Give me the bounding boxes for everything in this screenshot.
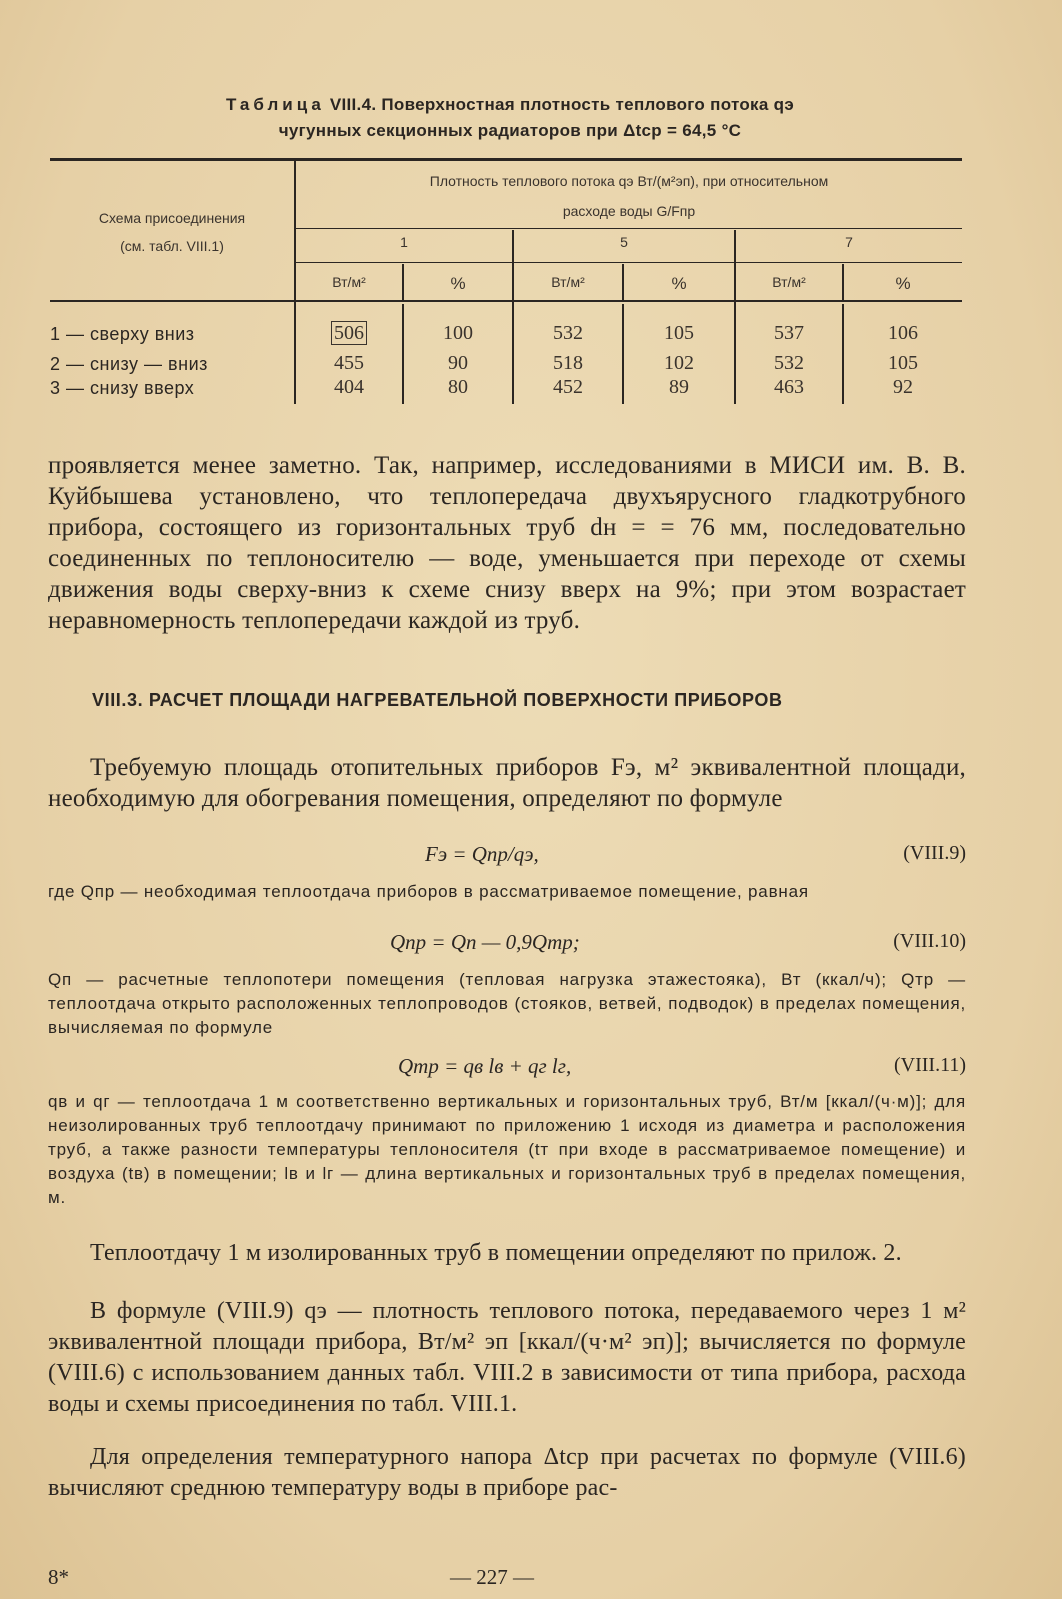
paragraph-area: Требуемую площадь отопительных приборов Fэ, м² эквивалентной площади, необходимую для обогревания помещения, определяют по формуле bbox=[48, 754, 966, 812]
table-cell: 100 bbox=[443, 322, 473, 344]
unit-header: % bbox=[895, 274, 911, 293]
scheme-header-line2: (см. табл. VIII.1) bbox=[120, 238, 224, 254]
paragraph-qe: В формуле (VIII.9) qэ — плотность теплового потока, передаваемого через 1 м² эквивалентной площади прибора, Вт/м² эп [ккал/(ч·м² эп)]; вычисляется по формуле (VIII.6) с использованием данных табл. VIII.2 в зависимости от типа прибора, расхода воды и схемы присоединения по табл. VIII.1. bbox=[48, 1298, 966, 1417]
table-top-rule bbox=[50, 158, 962, 161]
caption-title-line2: чугунных секционных радиаторов при Δtср = 64,5 °C bbox=[278, 121, 742, 140]
table-cell: 92 bbox=[893, 376, 913, 398]
unit-header: % bbox=[671, 274, 687, 293]
section-heading: VIII.3. РАСЧЕТ ПЛОЩАДИ НАГРЕВАТЕЛЬНОЙ ПОВЕРХНОСТИ ПРИБОРОВ bbox=[92, 690, 783, 710]
row-label: 3 — снизу вверх bbox=[50, 378, 195, 398]
ratio-rule bbox=[296, 262, 962, 263]
paragraph-insulated: Теплоотдачу 1 м изолированных труб в помещении определяют по прилож. 2. bbox=[90, 1240, 902, 1266]
formula-number: (VIII.9) bbox=[903, 842, 966, 864]
caption-label: Таблица bbox=[225, 95, 325, 114]
page-number: — 227 — bbox=[450, 1565, 534, 1589]
formula-number: (VIII.11) bbox=[893, 1054, 966, 1076]
table-cell: 90 bbox=[448, 352, 468, 374]
group-header-line2: расходе воды G/Fпр bbox=[562, 203, 696, 219]
table-cell: 80 bbox=[448, 376, 468, 398]
text-where-qpr: где Qпр — необходимая теплоотдача приборов в рассматриваемое помещение, равная bbox=[48, 882, 809, 901]
table-cell: 452 bbox=[553, 376, 583, 398]
boxed-value: 506 bbox=[331, 321, 367, 345]
row-label: 1 — сверху вниз bbox=[50, 324, 195, 344]
formula-number: (VIII.10) bbox=[893, 930, 966, 952]
paragraph-continuation: проявляется менее заметно. Так, например, исследованиями в МИСИ им. В. В. Куйбышева установлено, что теплопередача двухъярусного гладкотрубного прибора, состоящего из горизонтальных труб dн = = 76 мм, последовательно соединенных по теплоносителю — воде, уменьшается при переходе от схемы движения воды сверху-вниз к схеме снизу вверх на 9%; при этом возрастает неравномерность теплопередачи каждой из труб. bbox=[48, 452, 966, 634]
scheme-column-header bbox=[50, 204, 294, 260]
caption-title-line1: VIII.4. Поверхностная плотность теплового потока qэ bbox=[329, 95, 795, 114]
scheme-header-line1: Схема присоединения bbox=[98, 210, 246, 226]
table-cell: 89 bbox=[669, 376, 689, 398]
table-cell bbox=[296, 322, 402, 345]
ratio-value: 1 bbox=[400, 234, 408, 250]
unit-header: Вт/м² bbox=[332, 274, 366, 290]
table-header-rule bbox=[50, 300, 962, 302]
table-cell: 404 bbox=[334, 376, 364, 398]
unit-header: Вт/м² bbox=[551, 274, 585, 290]
table-cell: 455 bbox=[334, 352, 364, 374]
formula-viii-10: Qпр = Qп — 0,9Qтр; bbox=[390, 930, 580, 954]
table-cell: 532 bbox=[553, 322, 583, 344]
unit-header: % bbox=[450, 274, 466, 293]
row-label: 2 — снизу — вниз bbox=[50, 354, 208, 374]
table-cell: 105 bbox=[664, 322, 694, 344]
group-header-rule bbox=[296, 228, 962, 229]
text-qp-definition: Qп — расчетные теплопотери помещения (тепловая нагрузка этажестояка), Вт (ккал/ч); Qтр — теплоотдача открыто расположенных теплопроводов (стояков, ветвей, подводок) в пределах помещения, вычисляемая по формуле bbox=[48, 970, 966, 1037]
group-header-line1: Плотность теплового потока qэ Вт/(м²эп), при относительном bbox=[429, 173, 829, 189]
table-cell: 463 bbox=[774, 376, 804, 398]
table-cell: 102 bbox=[664, 352, 694, 374]
unit-header: Вт/м² bbox=[772, 274, 806, 290]
formula-viii-11: Qтр = qв lв + qг lг, bbox=[398, 1054, 572, 1078]
text-qv-definition: qв и qг — теплоотдача 1 м соответственно вертикальных и горизонтальных труб, Вт/м [ккал/(ч·м)]; для неизолированных труб теплоотдачу принимают по приложению 1 исходя из диаметра и расположения труб, а также разности температуры теплоносителя (tт при входе в рассматриваемое помещение) и воздуха (tв) в помещении; lв и lг — длина вертикальных и горизонтальных труб в пределах помещения, м. bbox=[48, 1092, 966, 1207]
table-cell: 532 bbox=[774, 352, 804, 374]
table-cell: 105 bbox=[888, 352, 918, 374]
table-cell: 518 bbox=[553, 352, 583, 374]
table-cell: 106 bbox=[888, 322, 918, 344]
ratio-value: 5 bbox=[620, 234, 628, 250]
table-cell: 537 bbox=[774, 322, 804, 344]
paragraph-temperature: Для определения температурного напора Δtср при расчетах по формуле (VIII.6) вычисляют среднюю температуру воды в приборе рас- bbox=[48, 1444, 966, 1501]
table-caption bbox=[60, 92, 960, 144]
density-group-header bbox=[296, 166, 962, 226]
ratio-value: 7 bbox=[845, 234, 853, 250]
signature-mark: 8* bbox=[48, 1565, 69, 1589]
formula-viii-9: Fэ = Qпр/qэ, bbox=[425, 842, 539, 866]
